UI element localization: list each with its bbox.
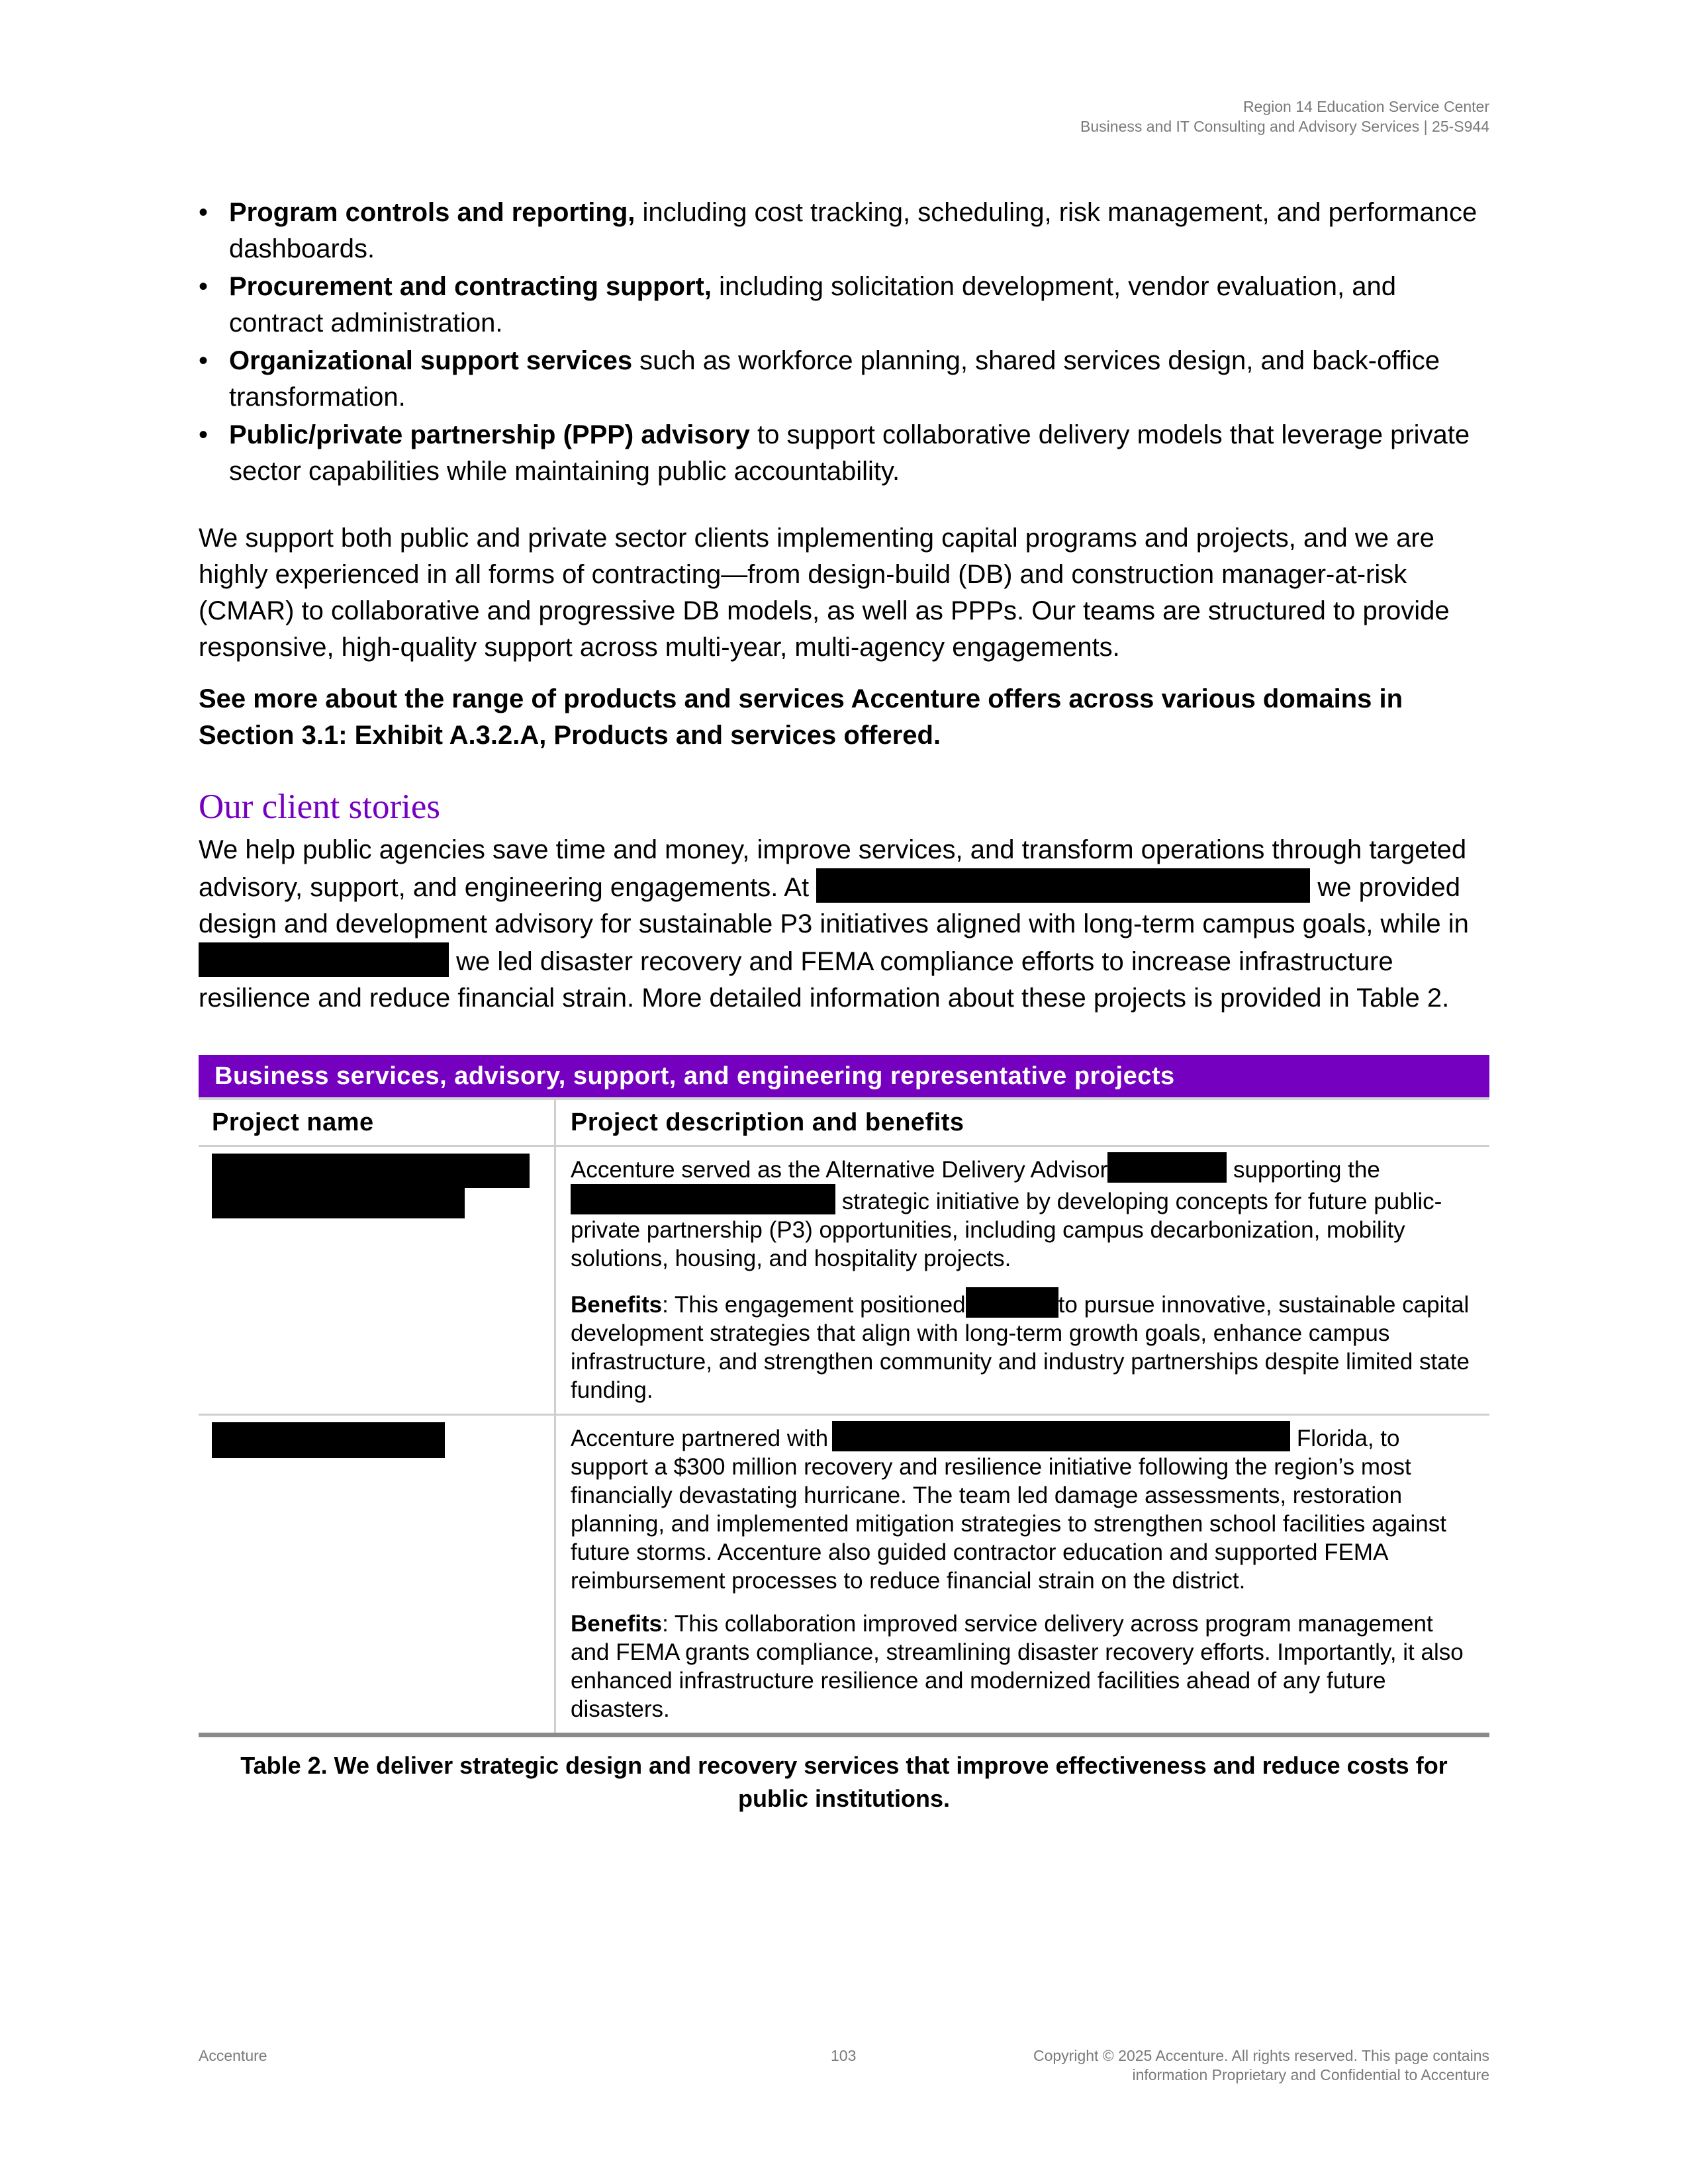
description-text: supporting the: [1227, 1157, 1380, 1183]
benefits-text: : This collaboration improved service delivery across program management and FEMA grants compliance, streamlining disaster recovery efforts. Importantly, it also enhanced infrastructure resilience and modernized facilities ahead of any future disasters.: [571, 1611, 1464, 1722]
project-description: [571, 1152, 1475, 1273]
description-text: Accenture served as the Alternative Delivery Advisor: [571, 1157, 1108, 1183]
description-text: strategic initiative by developing concepts for future public-private partnership (P3) opportunities, including campus decarbonization, mobility solutions, housing, and hospitality projects.: [571, 1189, 1442, 1271]
services-bullet-list: [199, 195, 1489, 490]
header-line-2: Business and IT Consulting and Advisory Services | 25-S944: [1080, 118, 1489, 135]
redaction-block: [212, 1188, 465, 1218]
bullet-item: [199, 269, 1489, 341]
bullet-item: [199, 417, 1489, 490]
project-description-cell: [556, 1416, 1489, 1733]
benefits-text: to pursue innovative, sustainable capital development strategies that align with long-term growth goals, enhance campus infrastructure, and strengthen community and industry partnerships despite limited state funding.: [571, 1292, 1470, 1403]
bullet-text: including solicitation development, vendor evaluation, and contract administration.: [229, 272, 1396, 338]
project-description: [571, 1421, 1475, 1595]
redaction-block: [832, 1421, 1290, 1451]
projects-table: [199, 1055, 1489, 1737]
project-name-cell: [199, 1147, 556, 1414]
stories-text-1: We help public agencies save time and money, improve services, and transform operations through targeted advisory, support, and engineering engagements. At: [199, 835, 1467, 902]
bullet-dot-icon: •: [199, 420, 209, 449]
bullet-bold-text: Program controls and reporting,: [229, 198, 635, 227]
table-caption: Table 2. We deliver strategic design and recovery services that improve effectiveness and reduce costs for public institutions.: [240, 1752, 1448, 1812]
table-header-row: [199, 1100, 1489, 1147]
redaction-block: [212, 1154, 530, 1188]
bullet-dot-icon: •: [199, 272, 209, 301]
benefits-label: Benefits: [571, 1292, 663, 1318]
bullet-text: to support collaborative delivery models that leverage private sector capabilities while maintaining public accountability.: [229, 420, 1470, 486]
table-row: [199, 1147, 1489, 1416]
page-number: 103: [831, 2047, 857, 2064]
redaction-block: [816, 868, 1310, 903]
benefits-text: : This engagement positioned: [662, 1292, 966, 1318]
bullet-bold-text: Organizational support services: [229, 346, 633, 375]
bullet-text: including cost tracking, scheduling, risk management, and performance dashboards.: [229, 198, 1477, 263]
bullet-dot-icon: •: [199, 346, 209, 375]
redaction-block: [212, 1422, 445, 1458]
redaction-block: [571, 1184, 835, 1214]
header-line-1: Region 14 Education Service Center: [1243, 98, 1489, 115]
footer-copyright: Copyright © 2025 Accenture. All rights reserved. This page contains information Proprietary and Confidential to Accenture: [1033, 2047, 1489, 2083]
redaction-block: [199, 942, 449, 977]
project-description-cell: [556, 1147, 1489, 1414]
project-name-cell: [199, 1416, 556, 1733]
redaction-block: [966, 1287, 1058, 1318]
section-title: Our client stories: [199, 788, 441, 826]
benefits-label: Benefits: [571, 1611, 663, 1637]
bullet-dot-icon: •: [199, 198, 209, 227]
column-header-project-name: Project name: [199, 1100, 556, 1145]
column-header-description: Project description and benefits: [571, 1109, 964, 1136]
page-content: [199, 195, 1489, 1815]
stories-text-3: we led disaster recovery and FEMA compliance efforts to increase infrastructure resilience and reduce financial strain. More detailed information about these projects is provided in Table 2.: [199, 947, 1450, 1013]
bullet-bold-text: Public/private partnership (PPP) advisory: [229, 420, 750, 449]
bullet-bold-text: Procurement and contracting support,: [229, 272, 712, 301]
project-benefits: [571, 1610, 1475, 1723]
description-text: Florida, to support a $300 million recovery and resilience initiative following the region’s most financially devastating hurricane. The team led damage assessments, restoration planning, and implemented mitigation strategies to strengthen school facilities against future storms. Accenture also guided contractor education and supported FEMA reimbursement processes to reduce financial strain on the district.: [571, 1426, 1446, 1594]
stories-text-2: we provided design and development advisory for sustainable P3 initiatives aligned with long-term campus goals, while in: [199, 873, 1469, 938]
page-header: [1080, 97, 1489, 136]
bullet-item: [199, 343, 1489, 416]
bullet-item: [199, 195, 1489, 267]
project-benefits: [571, 1287, 1475, 1404]
contracting-paragraph: We support both public and private sector clients implementing capital programs and projects, and we are highly experienced in all forms of contracting—from design-build (DB) and construction manager-at-risk (CMAR) to collaborative and progressive DB models, as well as PPPs. Our teams are structured to provide responsive, high-quality support across multi-year, multi-agency engagements.: [199, 523, 1450, 662]
description-text: Accenture partnered with: [571, 1426, 829, 1451]
table-title: Business services, advisory, support, and engineering representative projects: [199, 1055, 1489, 1100]
table-row: [199, 1416, 1489, 1737]
redaction-block: [1107, 1152, 1227, 1183]
footer-company: Accenture: [199, 2047, 267, 2064]
see-more-paragraph: See more about the range of products and services Accenture offers across various domains in Section 3.1: Exhibit A.3.2.A, Products and services offered.: [199, 684, 1403, 750]
bullet-text: such as workforce planning, shared services design, and back-office transformation.: [229, 346, 1440, 412]
client-stories-paragraph: [199, 832, 1489, 1017]
